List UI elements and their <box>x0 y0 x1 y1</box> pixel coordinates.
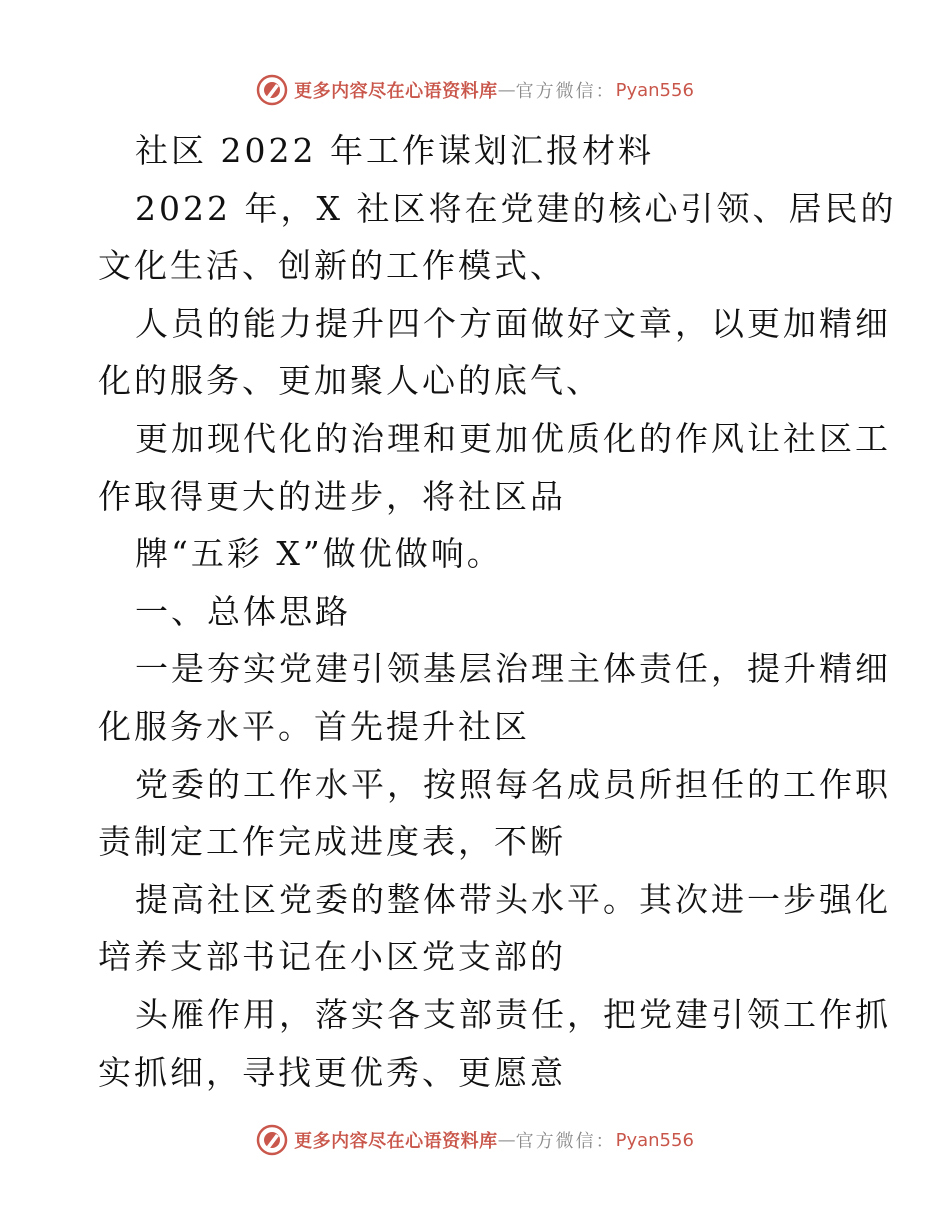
watermark-dash: — <box>497 1129 516 1151</box>
text-line: 牌“五彩 X”做优做响。 <box>135 534 503 574</box>
text-line: 文化生活、创新的工作模式、 <box>98 246 566 286</box>
watermark-wechat-id: Pyan556 <box>615 79 694 101</box>
pen-logo-icon <box>256 1124 288 1156</box>
text-line: 化服务水平。首先提升社区 <box>98 706 530 746</box>
footer-watermark <box>0 1120 950 1160</box>
section-heading: 一、总体思路 <box>135 591 351 631</box>
pen-logo-icon <box>256 74 288 106</box>
document-title: 社区 2022 年工作谋划汇报材料 <box>135 131 654 170</box>
watermark-official-label: 官方微信： <box>515 1131 616 1152</box>
text-line: 2022 年，X 社区将在党建的核心引领、居民的 <box>135 188 897 228</box>
document-body <box>98 122 897 1101</box>
watermark-dash: — <box>497 79 516 101</box>
text-line: 作取得更大的进步，将社区品 <box>98 476 566 516</box>
watermark-site-text: 更多内容尽在心语资料库 <box>294 81 498 102</box>
text-line: 实抓细，寻找更优秀、更愿意 <box>98 1052 566 1092</box>
text-line: 头雁作用，落实各支部责任，把党建引领工作抓 <box>135 994 891 1034</box>
watermark-official-label: 官方微信： <box>515 81 616 102</box>
watermark-site-text: 更多内容尽在心语资料库 <box>294 1131 498 1152</box>
watermark-wechat-id: Pyan556 <box>615 1129 694 1151</box>
text-line: 党委的工作水平，按照每名成员所担任的工作职 <box>135 764 891 804</box>
text-line: 化的服务、更加聚人心的底气、 <box>98 361 602 401</box>
text-line: 培养支部书记在小区党支部的 <box>98 937 566 977</box>
header-watermark <box>0 70 950 110</box>
text-line: 一是夯实党建引领基层治理主体责任，提升精细 <box>135 649 891 689</box>
text-line: 责制定工作完成进度表，不断 <box>98 822 566 862</box>
text-line: 更加现代化的治理和更加优质化的作风让社区工 <box>135 418 891 458</box>
text-line: 提高社区党委的整体带头水平。其次进一步强化 <box>135 879 891 919</box>
text-line: 人员的能力提升四个方面做好文章，以更加精细 <box>135 303 891 343</box>
